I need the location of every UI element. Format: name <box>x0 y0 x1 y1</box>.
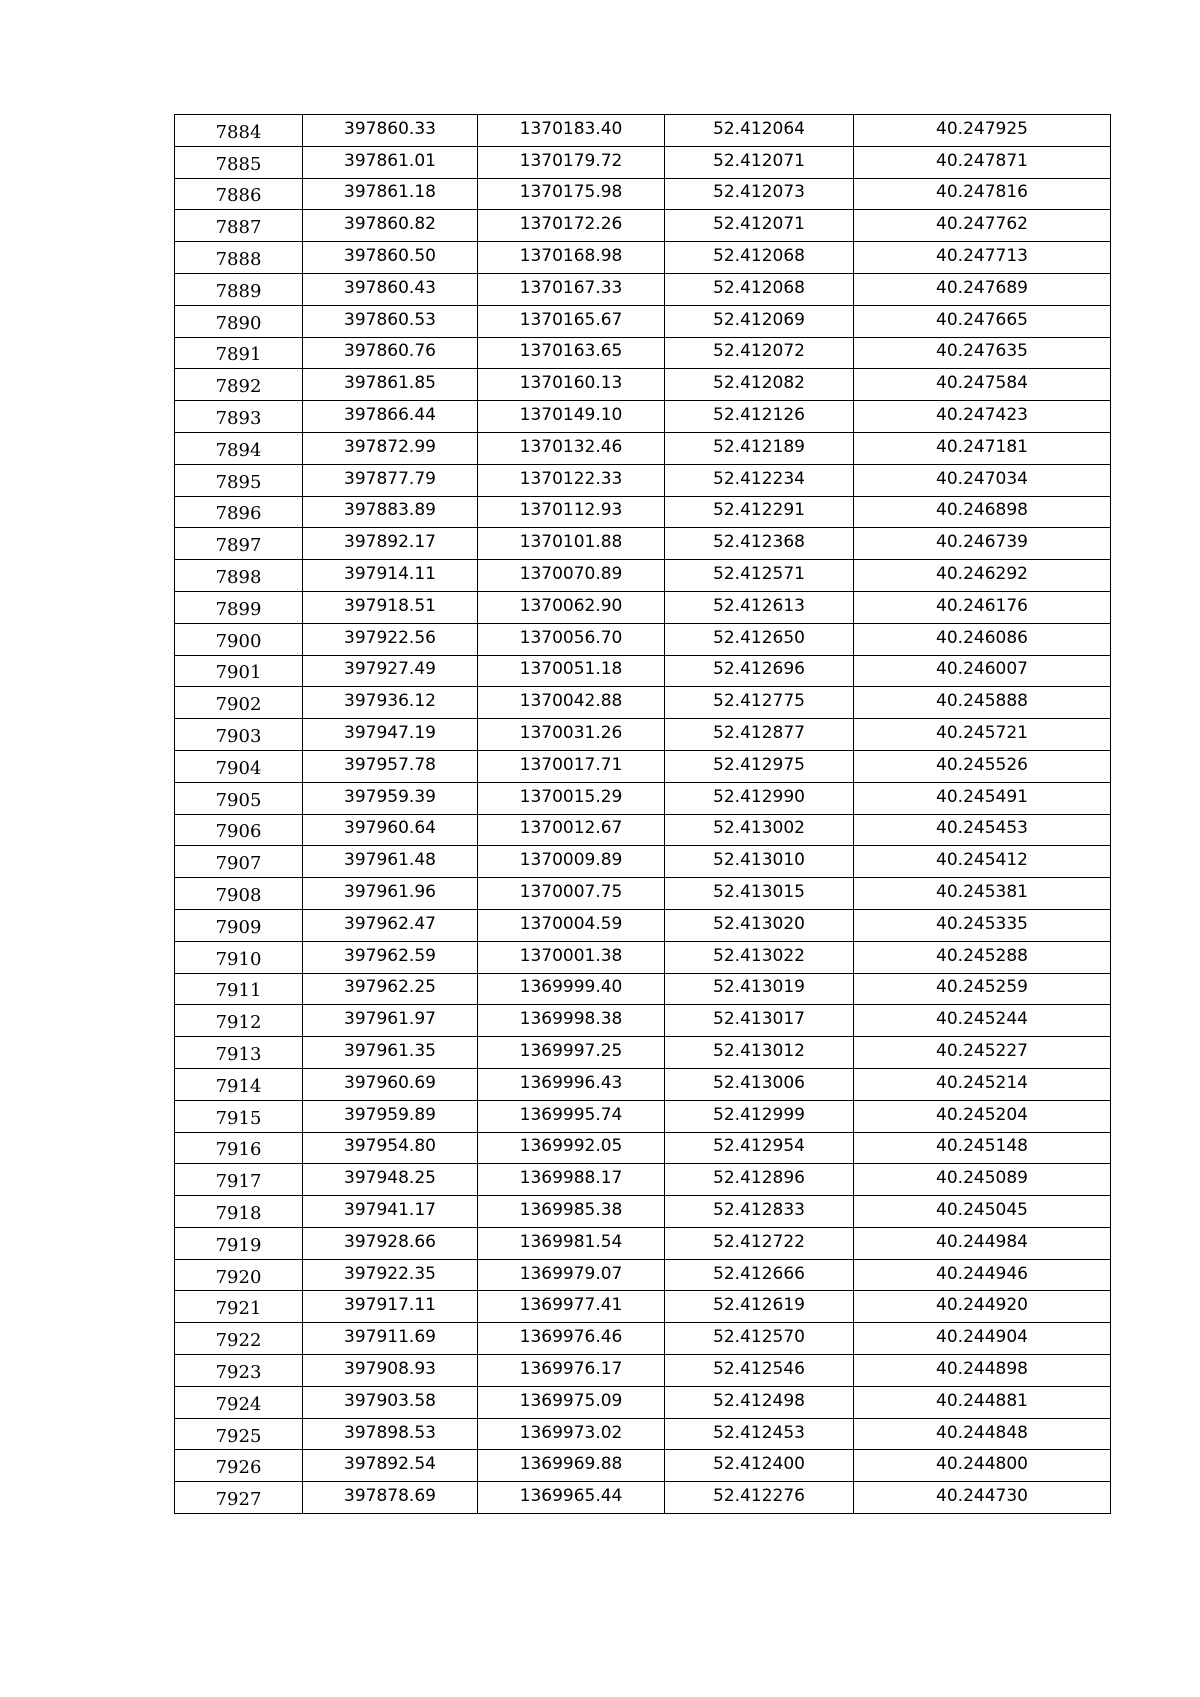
y-coordinate-cell: 1369992.05 <box>478 1132 665 1164</box>
point-number-cell: 7902 <box>175 687 303 719</box>
longitude-cell: 40.244881 <box>854 1386 1111 1418</box>
longitude-cell: 40.247871 <box>854 146 1111 178</box>
point-number-cell: 7889 <box>175 273 303 305</box>
latitude-cell: 52.412276 <box>665 1482 854 1514</box>
table-row <box>175 401 1111 433</box>
table-row <box>175 878 1111 910</box>
y-coordinate-cell: 1369977.41 <box>478 1291 665 1323</box>
point-number-cell: 7908 <box>175 878 303 910</box>
latitude-cell: 52.412368 <box>665 528 854 560</box>
table-row <box>175 846 1111 878</box>
y-coordinate-cell: 1369973.02 <box>478 1418 665 1450</box>
longitude-cell: 40.246176 <box>854 591 1111 623</box>
table-row <box>175 178 1111 210</box>
x-coordinate-cell: 397911.69 <box>303 1323 478 1355</box>
point-number-cell: 7912 <box>175 1005 303 1037</box>
point-number-cell: 7905 <box>175 782 303 814</box>
point-number-cell: 7921 <box>175 1291 303 1323</box>
point-number-cell: 7923 <box>175 1355 303 1387</box>
table-row <box>175 782 1111 814</box>
table-row <box>175 687 1111 719</box>
y-coordinate-cell: 1370009.89 <box>478 846 665 878</box>
y-coordinate-cell: 1369975.09 <box>478 1386 665 1418</box>
y-coordinate-cell: 1369998.38 <box>478 1005 665 1037</box>
point-number-cell: 7890 <box>175 305 303 337</box>
longitude-cell: 40.245244 <box>854 1005 1111 1037</box>
longitude-cell: 40.247925 <box>854 115 1111 147</box>
y-coordinate-cell: 1370172.26 <box>478 210 665 242</box>
point-number-cell: 7886 <box>175 178 303 210</box>
point-number-cell: 7884 <box>175 115 303 147</box>
longitude-cell: 40.244848 <box>854 1418 1111 1450</box>
table-row <box>175 1068 1111 1100</box>
latitude-cell: 52.413019 <box>665 973 854 1005</box>
latitude-cell: 52.413012 <box>665 1037 854 1069</box>
longitude-cell: 40.247584 <box>854 369 1111 401</box>
longitude-cell: 40.247713 <box>854 242 1111 274</box>
point-number-cell: 7901 <box>175 655 303 687</box>
latitude-cell: 52.412546 <box>665 1355 854 1387</box>
table-row <box>175 941 1111 973</box>
latitude-cell: 52.412722 <box>665 1227 854 1259</box>
y-coordinate-cell: 1370007.75 <box>478 878 665 910</box>
point-number-cell: 7910 <box>175 941 303 973</box>
latitude-cell: 52.412498 <box>665 1386 854 1418</box>
x-coordinate-cell: 397872.99 <box>303 432 478 464</box>
latitude-cell: 52.413006 <box>665 1068 854 1100</box>
latitude-cell: 52.412291 <box>665 496 854 528</box>
point-number-cell: 7922 <box>175 1323 303 1355</box>
y-coordinate-cell: 1370132.46 <box>478 432 665 464</box>
table-row <box>175 432 1111 464</box>
longitude-cell: 40.245453 <box>854 814 1111 846</box>
x-coordinate-cell: 397959.89 <box>303 1100 478 1132</box>
point-number-cell: 7914 <box>175 1068 303 1100</box>
x-coordinate-cell: 397892.17 <box>303 528 478 560</box>
longitude-cell: 40.247689 <box>854 273 1111 305</box>
table-row <box>175 1418 1111 1450</box>
point-number-cell: 7925 <box>175 1418 303 1450</box>
longitude-cell: 40.246898 <box>854 496 1111 528</box>
latitude-cell: 52.412696 <box>665 655 854 687</box>
table-row <box>175 1450 1111 1482</box>
y-coordinate-cell: 1369996.43 <box>478 1068 665 1100</box>
table-row <box>175 1196 1111 1228</box>
x-coordinate-cell: 397903.58 <box>303 1386 478 1418</box>
point-number-cell: 7919 <box>175 1227 303 1259</box>
x-coordinate-cell: 397898.53 <box>303 1418 478 1450</box>
longitude-cell: 40.246007 <box>854 655 1111 687</box>
longitude-cell: 40.245045 <box>854 1196 1111 1228</box>
x-coordinate-cell: 397861.18 <box>303 178 478 210</box>
latitude-cell: 52.412650 <box>665 623 854 655</box>
y-coordinate-cell: 1370070.89 <box>478 560 665 592</box>
latitude-cell: 52.412072 <box>665 337 854 369</box>
latitude-cell: 52.412126 <box>665 401 854 433</box>
table-row <box>175 1164 1111 1196</box>
table-row <box>175 115 1111 147</box>
table-row <box>175 560 1111 592</box>
point-number-cell: 7918 <box>175 1196 303 1228</box>
latitude-cell: 52.412975 <box>665 750 854 782</box>
x-coordinate-cell: 397961.48 <box>303 846 478 878</box>
y-coordinate-cell: 1370056.70 <box>478 623 665 655</box>
coordinates-table-body <box>175 115 1111 1514</box>
y-coordinate-cell: 1370165.67 <box>478 305 665 337</box>
latitude-cell: 52.412571 <box>665 560 854 592</box>
y-coordinate-cell: 1369976.17 <box>478 1355 665 1387</box>
table-row <box>175 528 1111 560</box>
x-coordinate-cell: 397961.35 <box>303 1037 478 1069</box>
longitude-cell: 40.245214 <box>854 1068 1111 1100</box>
longitude-cell: 40.244904 <box>854 1323 1111 1355</box>
table-row <box>175 1386 1111 1418</box>
x-coordinate-cell: 397877.79 <box>303 464 478 496</box>
longitude-cell: 40.245204 <box>854 1100 1111 1132</box>
y-coordinate-cell: 1370015.29 <box>478 782 665 814</box>
latitude-cell: 52.412082 <box>665 369 854 401</box>
table-row <box>175 1259 1111 1291</box>
table-row <box>175 337 1111 369</box>
latitude-cell: 52.412666 <box>665 1259 854 1291</box>
table-row <box>175 210 1111 242</box>
longitude-cell: 40.247034 <box>854 464 1111 496</box>
latitude-cell: 52.412833 <box>665 1196 854 1228</box>
point-number-cell: 7927 <box>175 1482 303 1514</box>
x-coordinate-cell: 397948.25 <box>303 1164 478 1196</box>
x-coordinate-cell: 397961.96 <box>303 878 478 910</box>
table-row <box>175 750 1111 782</box>
table-row <box>175 719 1111 751</box>
x-coordinate-cell: 397957.78 <box>303 750 478 782</box>
x-coordinate-cell: 397892.54 <box>303 1450 478 1482</box>
y-coordinate-cell: 1370062.90 <box>478 591 665 623</box>
x-coordinate-cell: 397883.89 <box>303 496 478 528</box>
x-coordinate-cell: 397962.47 <box>303 909 478 941</box>
latitude-cell: 52.412064 <box>665 115 854 147</box>
point-number-cell: 7911 <box>175 973 303 1005</box>
longitude-cell: 40.247423 <box>854 401 1111 433</box>
y-coordinate-cell: 1369976.46 <box>478 1323 665 1355</box>
table-row <box>175 973 1111 1005</box>
longitude-cell: 40.244920 <box>854 1291 1111 1323</box>
y-coordinate-cell: 1370179.72 <box>478 146 665 178</box>
x-coordinate-cell: 397861.01 <box>303 146 478 178</box>
latitude-cell: 52.413010 <box>665 846 854 878</box>
point-number-cell: 7898 <box>175 560 303 592</box>
x-coordinate-cell: 397960.64 <box>303 814 478 846</box>
point-number-cell: 7899 <box>175 591 303 623</box>
point-number-cell: 7894 <box>175 432 303 464</box>
table-row <box>175 591 1111 623</box>
longitude-cell: 40.245888 <box>854 687 1111 719</box>
x-coordinate-cell: 397962.25 <box>303 973 478 1005</box>
latitude-cell: 52.413020 <box>665 909 854 941</box>
latitude-cell: 52.412068 <box>665 273 854 305</box>
y-coordinate-cell: 1370149.10 <box>478 401 665 433</box>
longitude-cell: 40.245148 <box>854 1132 1111 1164</box>
x-coordinate-cell: 397959.39 <box>303 782 478 814</box>
x-coordinate-cell: 397860.50 <box>303 242 478 274</box>
longitude-cell: 40.245288 <box>854 941 1111 973</box>
x-coordinate-cell: 397960.69 <box>303 1068 478 1100</box>
latitude-cell: 52.412189 <box>665 432 854 464</box>
y-coordinate-cell: 1370160.13 <box>478 369 665 401</box>
x-coordinate-cell: 397861.85 <box>303 369 478 401</box>
longitude-cell: 40.244984 <box>854 1227 1111 1259</box>
table-row <box>175 1355 1111 1387</box>
longitude-cell: 40.244946 <box>854 1259 1111 1291</box>
x-coordinate-cell: 397860.53 <box>303 305 478 337</box>
table-row <box>175 1482 1111 1514</box>
point-number-cell: 7913 <box>175 1037 303 1069</box>
coordinates-table <box>174 114 1111 1514</box>
longitude-cell: 40.247635 <box>854 337 1111 369</box>
table-row <box>175 1100 1111 1132</box>
x-coordinate-cell: 397922.35 <box>303 1259 478 1291</box>
y-coordinate-cell: 1370101.88 <box>478 528 665 560</box>
point-number-cell: 7926 <box>175 1450 303 1482</box>
y-coordinate-cell: 1369997.25 <box>478 1037 665 1069</box>
y-coordinate-cell: 1370168.98 <box>478 242 665 274</box>
longitude-cell: 40.245227 <box>854 1037 1111 1069</box>
latitude-cell: 52.413022 <box>665 941 854 973</box>
y-coordinate-cell: 1369979.07 <box>478 1259 665 1291</box>
x-coordinate-cell: 397917.11 <box>303 1291 478 1323</box>
latitude-cell: 52.412570 <box>665 1323 854 1355</box>
point-number-cell: 7909 <box>175 909 303 941</box>
longitude-cell: 40.246739 <box>854 528 1111 560</box>
latitude-cell: 52.412619 <box>665 1291 854 1323</box>
latitude-cell: 52.412400 <box>665 1450 854 1482</box>
y-coordinate-cell: 1370163.65 <box>478 337 665 369</box>
y-coordinate-cell: 1369995.74 <box>478 1100 665 1132</box>
y-coordinate-cell: 1370183.40 <box>478 115 665 147</box>
point-number-cell: 7924 <box>175 1386 303 1418</box>
x-coordinate-cell: 397936.12 <box>303 687 478 719</box>
table-row <box>175 305 1111 337</box>
point-number-cell: 7900 <box>175 623 303 655</box>
latitude-cell: 52.413002 <box>665 814 854 846</box>
table-row <box>175 242 1111 274</box>
table-row <box>175 1227 1111 1259</box>
y-coordinate-cell: 1370042.88 <box>478 687 665 719</box>
table-row <box>175 1132 1111 1164</box>
table-row <box>175 655 1111 687</box>
table-row <box>175 623 1111 655</box>
longitude-cell: 40.245381 <box>854 878 1111 910</box>
y-coordinate-cell: 1370122.33 <box>478 464 665 496</box>
point-number-cell: 7916 <box>175 1132 303 1164</box>
longitude-cell: 40.245335 <box>854 909 1111 941</box>
point-number-cell: 7915 <box>175 1100 303 1132</box>
latitude-cell: 52.413015 <box>665 878 854 910</box>
x-coordinate-cell: 397928.66 <box>303 1227 478 1259</box>
latitude-cell: 52.412954 <box>665 1132 854 1164</box>
y-coordinate-cell: 1370112.93 <box>478 496 665 528</box>
x-coordinate-cell: 397961.97 <box>303 1005 478 1037</box>
point-number-cell: 7888 <box>175 242 303 274</box>
x-coordinate-cell: 397860.82 <box>303 210 478 242</box>
table-row <box>175 909 1111 941</box>
table-row <box>175 1005 1111 1037</box>
x-coordinate-cell: 397941.17 <box>303 1196 478 1228</box>
point-number-cell: 7897 <box>175 528 303 560</box>
x-coordinate-cell: 397860.43 <box>303 273 478 305</box>
y-coordinate-cell: 1370004.59 <box>478 909 665 941</box>
longitude-cell: 40.245491 <box>854 782 1111 814</box>
longitude-cell: 40.247816 <box>854 178 1111 210</box>
longitude-cell: 40.245259 <box>854 973 1111 1005</box>
x-coordinate-cell: 397927.49 <box>303 655 478 687</box>
point-number-cell: 7885 <box>175 146 303 178</box>
y-coordinate-cell: 1370012.67 <box>478 814 665 846</box>
y-coordinate-cell: 1369981.54 <box>478 1227 665 1259</box>
longitude-cell: 40.244730 <box>854 1482 1111 1514</box>
point-number-cell: 7892 <box>175 369 303 401</box>
point-number-cell: 7904 <box>175 750 303 782</box>
point-number-cell: 7903 <box>175 719 303 751</box>
latitude-cell: 52.412453 <box>665 1418 854 1450</box>
latitude-cell: 52.412896 <box>665 1164 854 1196</box>
point-number-cell: 7907 <box>175 846 303 878</box>
latitude-cell: 52.412073 <box>665 178 854 210</box>
point-number-cell: 7906 <box>175 814 303 846</box>
longitude-cell: 40.246292 <box>854 560 1111 592</box>
longitude-cell: 40.247665 <box>854 305 1111 337</box>
point-number-cell: 7891 <box>175 337 303 369</box>
latitude-cell: 52.412877 <box>665 719 854 751</box>
x-coordinate-cell: 397954.80 <box>303 1132 478 1164</box>
table-row <box>175 1291 1111 1323</box>
latitude-cell: 52.412775 <box>665 687 854 719</box>
x-coordinate-cell: 397860.33 <box>303 115 478 147</box>
longitude-cell: 40.246086 <box>854 623 1111 655</box>
x-coordinate-cell: 397947.19 <box>303 719 478 751</box>
table-row <box>175 369 1111 401</box>
longitude-cell: 40.245721 <box>854 719 1111 751</box>
y-coordinate-cell: 1370051.18 <box>478 655 665 687</box>
y-coordinate-cell: 1369969.88 <box>478 1450 665 1482</box>
latitude-cell: 52.412069 <box>665 305 854 337</box>
y-coordinate-cell: 1370017.71 <box>478 750 665 782</box>
y-coordinate-cell: 1369985.38 <box>478 1196 665 1228</box>
point-number-cell: 7893 <box>175 401 303 433</box>
table-row <box>175 1037 1111 1069</box>
latitude-cell: 52.412068 <box>665 242 854 274</box>
y-coordinate-cell: 1370175.98 <box>478 178 665 210</box>
latitude-cell: 52.412071 <box>665 210 854 242</box>
latitude-cell: 52.412999 <box>665 1100 854 1132</box>
table-row <box>175 1323 1111 1355</box>
y-coordinate-cell: 1370031.26 <box>478 719 665 751</box>
x-coordinate-cell: 397878.69 <box>303 1482 478 1514</box>
y-coordinate-cell: 1369988.17 <box>478 1164 665 1196</box>
point-number-cell: 7896 <box>175 496 303 528</box>
x-coordinate-cell: 397918.51 <box>303 591 478 623</box>
point-number-cell: 7895 <box>175 464 303 496</box>
longitude-cell: 40.247762 <box>854 210 1111 242</box>
y-coordinate-cell: 1369965.44 <box>478 1482 665 1514</box>
longitude-cell: 40.245089 <box>854 1164 1111 1196</box>
longitude-cell: 40.244800 <box>854 1450 1111 1482</box>
x-coordinate-cell: 397914.11 <box>303 560 478 592</box>
point-number-cell: 7917 <box>175 1164 303 1196</box>
latitude-cell: 52.413017 <box>665 1005 854 1037</box>
longitude-cell: 40.245526 <box>854 750 1111 782</box>
table-row <box>175 273 1111 305</box>
table-row <box>175 464 1111 496</box>
x-coordinate-cell: 397860.76 <box>303 337 478 369</box>
y-coordinate-cell: 1369999.40 <box>478 973 665 1005</box>
x-coordinate-cell: 397922.56 <box>303 623 478 655</box>
longitude-cell: 40.244898 <box>854 1355 1111 1387</box>
y-coordinate-cell: 1370167.33 <box>478 273 665 305</box>
y-coordinate-cell: 1370001.38 <box>478 941 665 973</box>
x-coordinate-cell: 397908.93 <box>303 1355 478 1387</box>
table-row <box>175 814 1111 846</box>
latitude-cell: 52.412234 <box>665 464 854 496</box>
point-number-cell: 7920 <box>175 1259 303 1291</box>
x-coordinate-cell: 397962.59 <box>303 941 478 973</box>
longitude-cell: 40.245412 <box>854 846 1111 878</box>
table-row <box>175 496 1111 528</box>
latitude-cell: 52.412613 <box>665 591 854 623</box>
x-coordinate-cell: 397866.44 <box>303 401 478 433</box>
latitude-cell: 52.412071 <box>665 146 854 178</box>
point-number-cell: 7887 <box>175 210 303 242</box>
table-row <box>175 146 1111 178</box>
latitude-cell: 52.412990 <box>665 782 854 814</box>
longitude-cell: 40.247181 <box>854 432 1111 464</box>
